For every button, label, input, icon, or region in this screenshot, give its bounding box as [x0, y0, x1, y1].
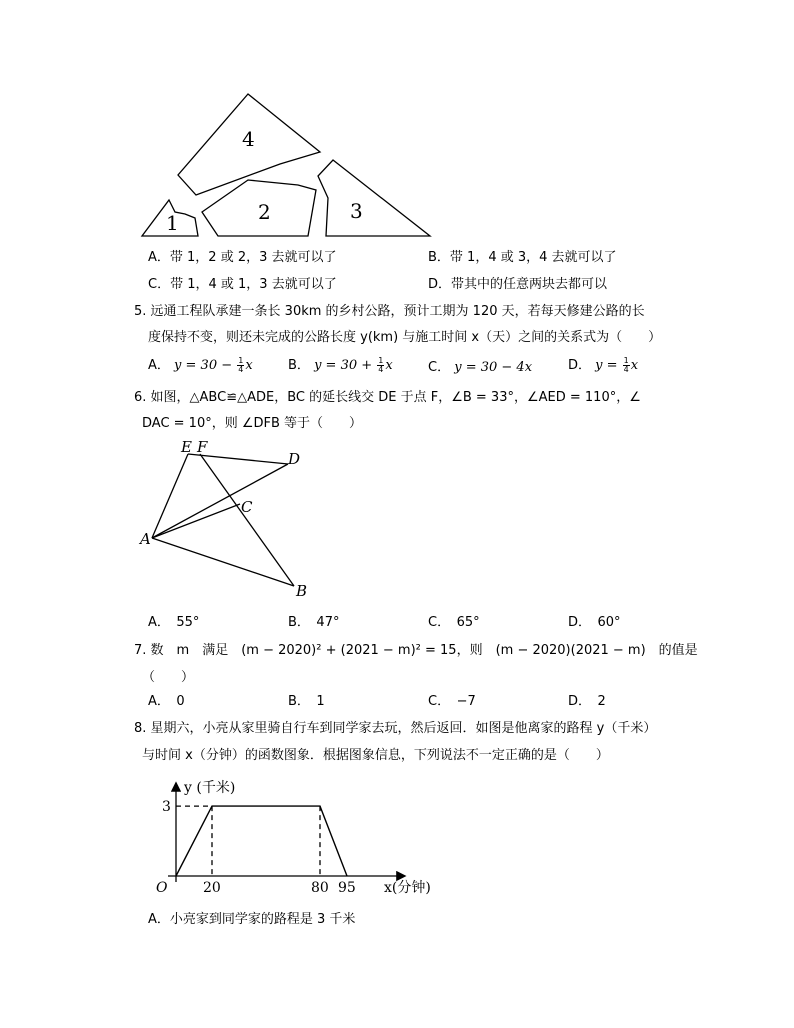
distance-time-graph: [150, 770, 450, 900]
piece-label-2: 2: [258, 200, 271, 224]
point-label-a: A: [140, 530, 151, 548]
q5-stem-line1: 5. 远通工程队承建一条长 30km 的乡村公路，预计工期为 120 天，若每天修建公路的长: [134, 304, 645, 319]
q6-option-c: C． 65°: [428, 615, 480, 630]
point-label-f: F: [197, 438, 208, 456]
q5-option-a: A． y = 30 − $\frac{1}{4}$ x: [148, 356, 253, 374]
piece-label-1: 1: [166, 211, 179, 235]
x-tick-label-20: 20: [203, 880, 221, 896]
y-axis-label: y (千米): [184, 780, 236, 796]
q8-stem-line1: 8. 星期六，小亮从家里骑自行车到同学家去玩，然后返回．如图是他离家的路程 y（千米）: [134, 721, 657, 736]
point-label-c: C: [241, 498, 253, 516]
origin-label: O: [156, 880, 168, 896]
point-label-b: B: [296, 582, 308, 600]
q7-option-b: B． 1: [288, 694, 325, 709]
q6-stem-line2: DAC = 10°，则 ∠DFB 等于（ ）: [142, 416, 363, 431]
y-tick-label-3: 3: [162, 799, 171, 816]
piece-3: [318, 160, 430, 236]
x-axis-label: x(分钟): [384, 880, 431, 896]
triangle-figure: [138, 436, 318, 602]
q4-option-d: D．带其中的任意两块去都可以: [428, 277, 608, 292]
q7-stem-line1: 7. 数 m 满足 (m − 2020)² + (2021 − m)² = 15，则 (m − 2020)(2021 − m) 的值是: [134, 643, 698, 658]
q5-stem-line2: 度保持不变，则还未完成的公路长度 y(km) 与施工时间 x（天）之间的关系式为（ ）: [148, 330, 662, 345]
piece-label-4: 4: [242, 127, 255, 151]
q7-option-a: A． 0: [148, 694, 185, 709]
q7-option-c: C． −7: [428, 694, 476, 709]
q6-option-b: B． 47°: [288, 615, 340, 630]
q7-option-d: D． 2: [568, 694, 606, 709]
x-tick-label-95: 95: [338, 880, 356, 896]
series-line: [176, 806, 347, 876]
q7-stem-line2: （ ）: [142, 670, 195, 685]
q6-option-d: D． 60°: [568, 615, 621, 630]
point-label-e: E: [181, 438, 192, 456]
q4-option-a: A．带 1，2 或 2，3 去就可以了: [148, 250, 337, 265]
q5-option-b: B． y = 30 + $\frac{1}{4}$ x: [288, 356, 393, 374]
q4-option-c: C．带 1，4 或 1，3 去就可以了: [148, 277, 337, 292]
q8-option-a: A．小亮家到同学家的路程是 3 千米: [148, 912, 356, 927]
broken-triangle-figure: [138, 90, 438, 240]
x-tick-label-80: 80: [311, 880, 329, 896]
q6-option-a: A． 55°: [148, 615, 200, 630]
q6-stem-line1: 6. 如图，△ABC≌△ADE，BC 的延长线交 DE 于点 F，∠B = 33°，∠AED = 110°，∠: [134, 390, 641, 405]
q4-option-b: B．带 1，4 或 3，4 去就可以了: [428, 250, 617, 265]
q5-option-d: D． y = $\frac{1}{4}$ x: [568, 356, 639, 374]
piece-label-3: 3: [350, 199, 363, 223]
point-label-d: D: [288, 450, 301, 468]
q8-stem-line2: 与时间 x（分钟）的函数图象．根据图象信息，下列说法不一定正确的是（ ）: [142, 748, 609, 763]
q5-option-c: C． y = 30 − 4x: [428, 360, 533, 375]
